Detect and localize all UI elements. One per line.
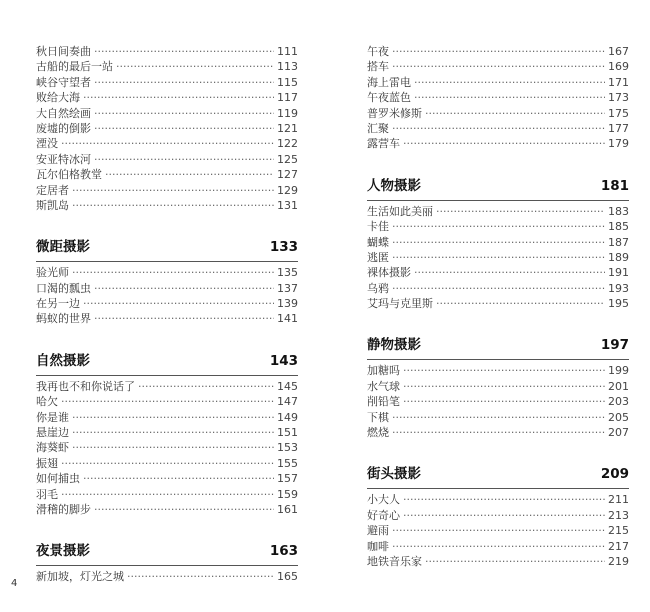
dot-leader bbox=[116, 59, 274, 74]
section-heading bbox=[36, 351, 298, 371]
dot-leader bbox=[83, 90, 274, 105]
toc-entry-title: 削铅笔 bbox=[367, 395, 400, 409]
dot-leader bbox=[72, 183, 274, 198]
toc-entry bbox=[367, 265, 629, 280]
toc-entry bbox=[36, 296, 298, 311]
toc-entry-page: 119 bbox=[277, 106, 298, 120]
section-page: 133 bbox=[269, 239, 298, 256]
toc-entry bbox=[367, 90, 629, 105]
toc-entry-page: 135 bbox=[277, 266, 298, 280]
toc-entry-title: 安亚特冰河 bbox=[36, 152, 91, 166]
dot-leader bbox=[72, 425, 274, 440]
toc-entry bbox=[36, 198, 298, 213]
toc-entry-page: 125 bbox=[277, 152, 298, 166]
toc-entry-page: 203 bbox=[608, 395, 629, 409]
toc-entry-title: 你是谁 bbox=[36, 410, 69, 424]
toc-entry-page: 215 bbox=[608, 524, 629, 538]
dot-leader bbox=[403, 492, 605, 507]
section-heading bbox=[367, 464, 629, 484]
toc-entry-title: 咖啡 bbox=[367, 539, 389, 553]
toc-entry-title: 败给大海 bbox=[36, 91, 80, 105]
toc-entry bbox=[367, 296, 629, 311]
toc-entry-title: 乌鸦 bbox=[367, 281, 389, 295]
section-page: 143 bbox=[269, 352, 298, 369]
toc-entry bbox=[367, 379, 629, 394]
toc-entry-page: 113 bbox=[277, 60, 298, 74]
toc-entry bbox=[367, 281, 629, 296]
section-page: 181 bbox=[600, 177, 629, 194]
dot-leader bbox=[403, 508, 605, 523]
toc-entry bbox=[36, 311, 298, 326]
toc-entry-title: 搭车 bbox=[367, 60, 389, 74]
dot-leader bbox=[403, 136, 605, 151]
toc-entry bbox=[367, 75, 629, 90]
toc-entry-title: 瓦尔伯格教堂 bbox=[36, 168, 102, 182]
toc-entry-title: 古船的最后一站 bbox=[36, 60, 113, 74]
dot-leader bbox=[392, 425, 605, 440]
toc-entry bbox=[36, 425, 298, 440]
toc-entry bbox=[367, 121, 629, 136]
toc-entry-title: 新加坡，灯光之城 bbox=[36, 570, 124, 584]
toc-entry-title: 下棋 bbox=[367, 410, 389, 424]
section-title: 夜景摄影 bbox=[36, 543, 90, 560]
toc-entry bbox=[367, 523, 629, 538]
toc-entry-title: 露营车 bbox=[367, 137, 400, 151]
toc-entry-page: 129 bbox=[277, 183, 298, 197]
toc-entry bbox=[367, 136, 629, 151]
dot-leader bbox=[436, 204, 605, 219]
dot-leader bbox=[105, 167, 274, 182]
dot-leader bbox=[392, 235, 605, 250]
toc-entry-title: 验光师 bbox=[36, 266, 69, 280]
toc-entry-title: 定居者 bbox=[36, 183, 69, 197]
section-title: 自然摄影 bbox=[36, 352, 90, 369]
toc-entry-page: 191 bbox=[608, 266, 629, 280]
dot-leader bbox=[403, 363, 605, 378]
toc-entry-page: 205 bbox=[608, 410, 629, 424]
toc-entry-page: 173 bbox=[608, 91, 629, 105]
toc-entry bbox=[367, 59, 629, 74]
toc-entry-title: 裸体摄影 bbox=[367, 266, 411, 280]
dot-leader bbox=[392, 281, 605, 296]
dot-leader bbox=[83, 296, 274, 311]
toc-entry bbox=[36, 487, 298, 502]
dot-leader bbox=[83, 471, 274, 486]
dot-leader bbox=[403, 379, 605, 394]
dot-leader bbox=[72, 410, 274, 425]
section-page: 197 bbox=[600, 337, 629, 354]
toc-entry-page: 122 bbox=[277, 137, 298, 151]
toc-entry-title: 午夜 bbox=[367, 45, 389, 58]
dot-leader bbox=[72, 198, 274, 213]
toc-entry-title: 生活如此美丽 bbox=[367, 204, 433, 218]
toc-entry-title: 如何捕虫 bbox=[36, 472, 80, 486]
toc-entry-title: 逃匿 bbox=[367, 250, 389, 264]
toc-entry bbox=[36, 394, 298, 409]
dot-leader bbox=[392, 219, 605, 234]
toc-entry-page: 175 bbox=[608, 106, 629, 120]
toc-entry-page: 151 bbox=[277, 426, 298, 440]
toc-entry-page: 169 bbox=[608, 60, 629, 74]
toc-entry-title: 燃烧 bbox=[367, 426, 389, 440]
toc-entry-title: 午夜蓝色 bbox=[367, 91, 411, 105]
toc-entry-page: 155 bbox=[277, 456, 298, 470]
toc-entry-page: 167 bbox=[608, 45, 629, 58]
toc-entry-title: 汇聚 bbox=[367, 121, 389, 135]
toc-entry bbox=[367, 492, 629, 507]
dot-leader bbox=[61, 136, 274, 151]
toc-entry-page: 159 bbox=[277, 487, 298, 501]
toc-entry bbox=[36, 44, 298, 59]
toc-entry bbox=[36, 379, 298, 394]
toc-entry-title: 峡谷守望者 bbox=[36, 75, 91, 89]
toc-entry bbox=[367, 394, 629, 409]
dot-leader bbox=[425, 106, 605, 121]
toc-entry-page: 139 bbox=[277, 297, 298, 311]
dot-leader bbox=[94, 311, 274, 326]
toc-entry bbox=[36, 75, 298, 90]
toc-entry-page: 161 bbox=[277, 502, 298, 516]
toc-entry bbox=[36, 410, 298, 425]
toc-entry-title: 我再也不和你说话了 bbox=[36, 379, 135, 393]
toc-entry-title: 海上雷电 bbox=[367, 75, 411, 89]
toc-entry-title: 振翅 bbox=[36, 456, 58, 470]
toc-entry-title: 大自然绘画 bbox=[36, 106, 91, 120]
toc-left-column bbox=[36, 44, 298, 585]
toc-entry-page: 177 bbox=[608, 121, 629, 135]
toc-entry-page: 185 bbox=[608, 220, 629, 234]
dot-leader bbox=[94, 106, 274, 121]
toc-entry-page: 145 bbox=[277, 379, 298, 393]
dot-leader bbox=[392, 523, 605, 538]
toc-entry-page: 183 bbox=[608, 204, 629, 218]
section-title: 静物摄影 bbox=[367, 337, 421, 354]
toc-entry bbox=[367, 508, 629, 523]
toc-entry-page: 127 bbox=[277, 168, 298, 182]
toc-entry bbox=[367, 219, 629, 234]
toc-entry-title: 滑稽的脚步 bbox=[36, 502, 91, 516]
dot-leader bbox=[392, 539, 605, 554]
toc-entry-title: 悬崖边 bbox=[36, 426, 69, 440]
section-divider bbox=[36, 375, 298, 376]
toc-entry-title: 湮没 bbox=[36, 137, 58, 151]
toc-entry-title: 水气球 bbox=[367, 379, 400, 393]
toc-entry-title: 普罗米修斯 bbox=[367, 106, 422, 120]
toc-entry bbox=[367, 250, 629, 265]
dot-leader bbox=[94, 44, 274, 59]
toc-entry bbox=[36, 59, 298, 74]
toc-entry-title: 蝴蝶 bbox=[367, 235, 389, 249]
dot-leader bbox=[138, 379, 274, 394]
toc-entry bbox=[36, 471, 298, 486]
toc-entry bbox=[36, 456, 298, 471]
toc-entry-title: 好奇心 bbox=[367, 508, 400, 522]
toc-entry bbox=[36, 440, 298, 455]
toc-entry-title: 海葵虾 bbox=[36, 441, 69, 455]
toc-entry-title: 小大人 bbox=[367, 493, 400, 507]
toc-entry bbox=[36, 136, 298, 151]
toc-entry-title: 卡佳 bbox=[367, 220, 389, 234]
dot-leader bbox=[414, 75, 605, 90]
toc-entry-title: 地铁音乐家 bbox=[367, 554, 422, 568]
toc-entry bbox=[367, 539, 629, 554]
toc-entry-page: 171 bbox=[608, 75, 629, 89]
toc-entry bbox=[367, 106, 629, 121]
dot-leader bbox=[403, 394, 605, 409]
toc-entry-page: 217 bbox=[608, 539, 629, 553]
dot-leader bbox=[392, 410, 605, 425]
toc-entry-page: 193 bbox=[608, 281, 629, 295]
section-title: 街头摄影 bbox=[367, 466, 421, 483]
toc-entry-page: 189 bbox=[608, 250, 629, 264]
toc-entry bbox=[367, 425, 629, 440]
dot-leader bbox=[94, 121, 274, 136]
dot-leader bbox=[392, 59, 605, 74]
toc-entry-page: 131 bbox=[277, 198, 298, 212]
toc-entry bbox=[36, 106, 298, 121]
dot-leader bbox=[61, 456, 274, 471]
toc-entry bbox=[367, 363, 629, 378]
toc-entry bbox=[36, 90, 298, 105]
toc-entry-title: 秋日间奏曲 bbox=[36, 45, 91, 58]
toc-entry bbox=[367, 554, 629, 569]
toc-entry bbox=[36, 265, 298, 280]
dot-leader bbox=[127, 569, 274, 584]
section-title: 微距摄影 bbox=[36, 239, 90, 256]
toc-entry-page: 195 bbox=[608, 297, 629, 311]
toc-entry-page: 187 bbox=[608, 235, 629, 249]
toc-entry-title: 蚂蚁的世界 bbox=[36, 312, 91, 326]
toc-entry-title: 避雨 bbox=[367, 524, 389, 538]
toc-entry bbox=[367, 235, 629, 250]
section-title: 人物摄影 bbox=[367, 177, 421, 194]
toc-entry bbox=[36, 152, 298, 167]
dot-leader bbox=[392, 250, 605, 265]
section-divider bbox=[36, 261, 298, 262]
toc-entry-page: 117 bbox=[277, 91, 298, 105]
page-number: 4 bbox=[11, 578, 18, 589]
toc-entry-page: 201 bbox=[608, 379, 629, 393]
dot-leader bbox=[72, 440, 274, 455]
toc-entry-page: 121 bbox=[277, 121, 298, 135]
toc-entry bbox=[367, 204, 629, 219]
toc-entry-page: 179 bbox=[608, 137, 629, 151]
toc-entry-page: 165 bbox=[277, 570, 298, 584]
toc-entry-page: 115 bbox=[277, 75, 298, 89]
toc-entry bbox=[36, 183, 298, 198]
toc-entry-page: 149 bbox=[277, 410, 298, 424]
dot-leader bbox=[72, 265, 274, 280]
toc-entry-page: 199 bbox=[608, 364, 629, 378]
section-heading bbox=[367, 335, 629, 355]
toc-entry-title: 口渴的瓢虫 bbox=[36, 281, 91, 295]
section-heading bbox=[36, 541, 298, 561]
dot-leader bbox=[414, 265, 605, 280]
toc-entry bbox=[36, 569, 298, 584]
toc-entry-page: 141 bbox=[277, 312, 298, 326]
toc-entry-page: 153 bbox=[277, 441, 298, 455]
section-divider bbox=[367, 200, 629, 201]
toc-entry bbox=[367, 44, 629, 59]
toc-entry-page: 147 bbox=[277, 395, 298, 409]
section-page: 209 bbox=[600, 466, 629, 483]
toc-entry-page: 111 bbox=[277, 45, 298, 58]
toc-entry-page: 137 bbox=[277, 281, 298, 295]
dot-leader bbox=[61, 487, 274, 502]
toc-entry-page: 219 bbox=[608, 554, 629, 568]
section-divider bbox=[367, 359, 629, 360]
toc-right-column bbox=[367, 44, 629, 569]
toc-entry-page: 157 bbox=[277, 472, 298, 486]
section-divider bbox=[36, 565, 298, 566]
dot-leader bbox=[414, 90, 605, 105]
toc-entry-title: 在另一边 bbox=[36, 297, 80, 311]
section-heading bbox=[367, 176, 629, 196]
section-heading bbox=[36, 237, 298, 257]
dot-leader bbox=[94, 152, 274, 167]
toc-entry-title: 艾玛与克里斯 bbox=[367, 297, 433, 311]
toc-entry bbox=[36, 121, 298, 136]
dot-leader bbox=[392, 44, 605, 59]
section-divider bbox=[367, 488, 629, 489]
toc-entry-page: 207 bbox=[608, 426, 629, 440]
toc-entry-page: 211 bbox=[608, 493, 629, 507]
section-page: 163 bbox=[269, 543, 298, 560]
dot-leader bbox=[425, 554, 605, 569]
toc-entry-title: 加糖吗 bbox=[367, 364, 400, 378]
dot-leader bbox=[392, 121, 605, 136]
toc-entry-page: 213 bbox=[608, 508, 629, 522]
toc-entry-title: 斯凯岛 bbox=[36, 198, 69, 212]
dot-leader bbox=[94, 281, 274, 296]
toc-entry bbox=[36, 167, 298, 182]
dot-leader bbox=[94, 75, 274, 90]
toc-entry bbox=[36, 502, 298, 517]
toc-entry-title: 废墟的倒影 bbox=[36, 121, 91, 135]
toc-entry-title: 羽毛 bbox=[36, 487, 58, 501]
dot-leader bbox=[94, 502, 274, 517]
toc-entry bbox=[367, 410, 629, 425]
toc-entry bbox=[36, 281, 298, 296]
dot-leader bbox=[436, 296, 605, 311]
dot-leader bbox=[61, 394, 274, 409]
toc-entry-title: 哈欠 bbox=[36, 395, 58, 409]
